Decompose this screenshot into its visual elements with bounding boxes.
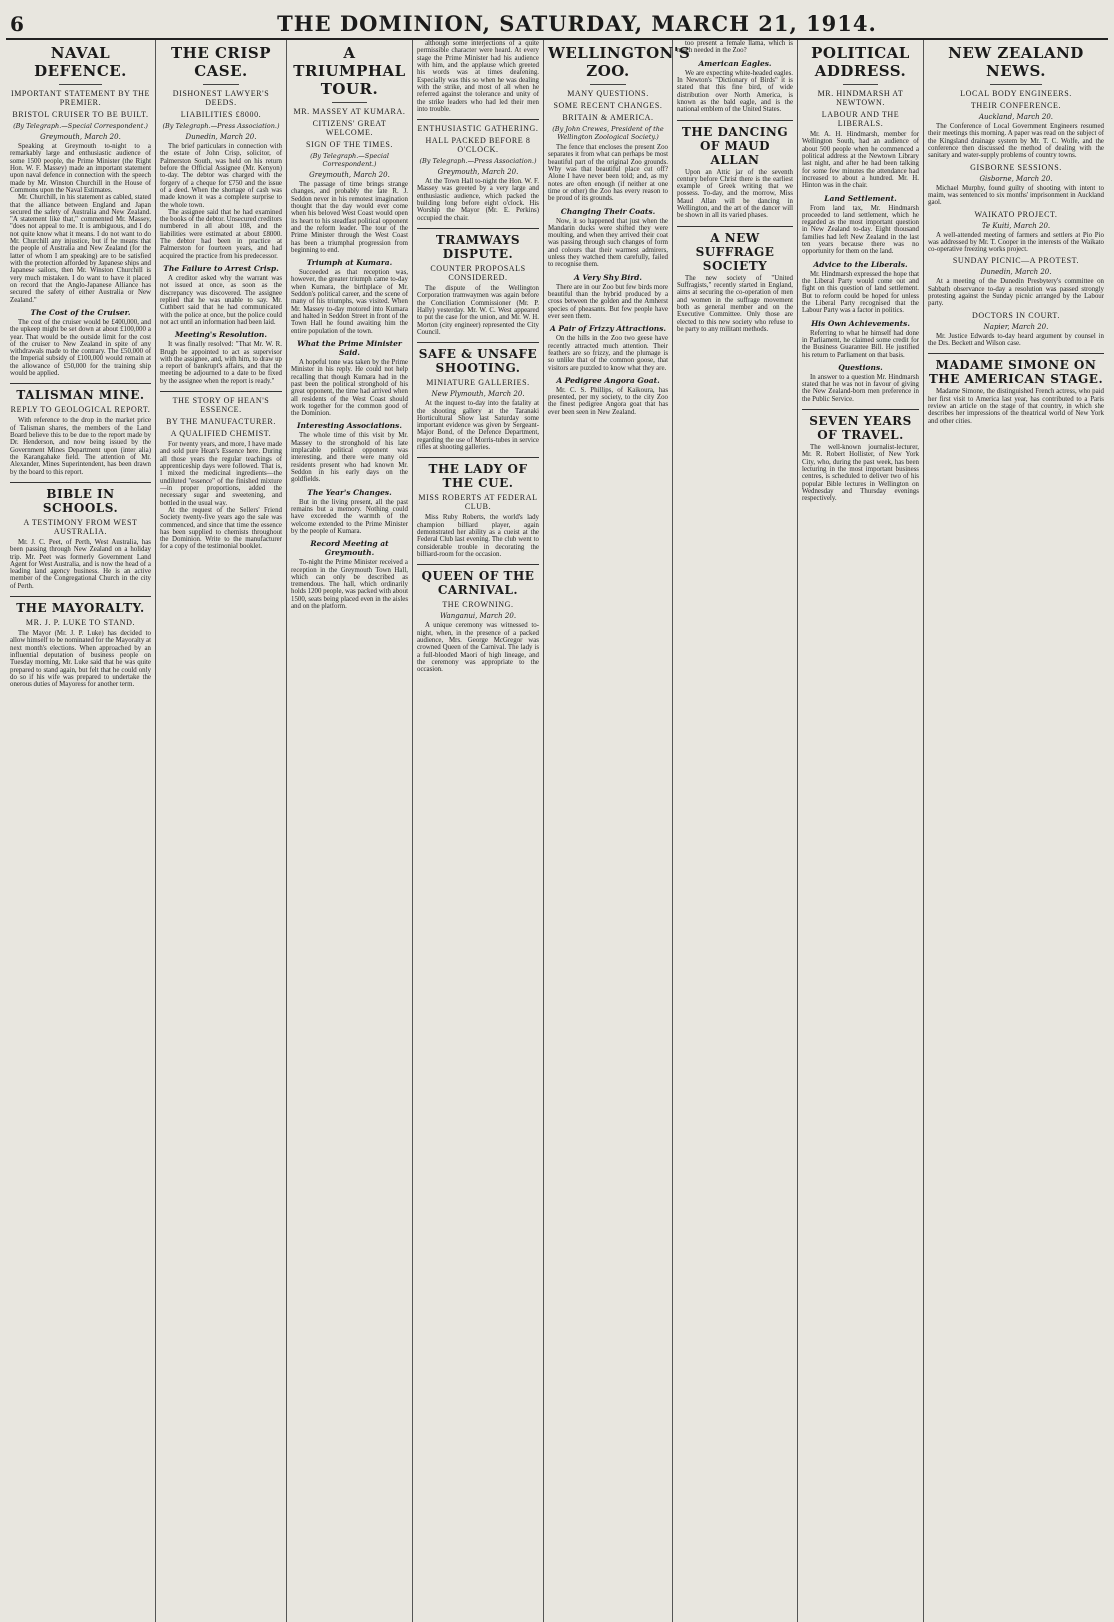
- article-paragraph: The Mayor (Mr. J. P. Luke) has decided to allow himself to be nominated for the Mayoralty at next month's elections. When approached by an influential deputation of business people on Tuesday morning, Mr. Luke said that he was quite prepared to stand again, but felt that he could only do so if his wife was prepared to undertake the onerous duties of Mayoress for another term.: [10, 630, 151, 689]
- divider: [590, 84, 626, 85]
- article-paragraph: The passage of time brings strange changes, and probably the late R. J. Seddon never in his remotest imagination thought that the day would ever come when his beloved West Coast would open its heart to his steadfast political opponent and the reform leader. The tour of the Prime Minister through the West Coast has been a triumphal progression from beginning to end.: [291, 181, 408, 254]
- divider: [332, 102, 367, 103]
- dateline: Greymouth, March 20.: [40, 133, 121, 141]
- subhead: DOCTORS IN COURT.: [972, 310, 1060, 320]
- dateline: New Plymouth, March 20.: [431, 390, 525, 399]
- article-paragraph: Madame Simone, the distinguished French actress, who paid her first visit to America last year, has contributed to a Paris review an article on the stage of that country, in which she describes her impressions of the theatrical world of New York and other cities.: [928, 388, 1104, 425]
- subhead: A TESTIMONY FROM WEST AUSTRALIA.: [23, 517, 138, 536]
- article-paragraph: A hopeful tone was taken by the Prime Minister in his reply. He could not help recalling that though Kumara had in the past been the political stronghold of his great opponent, the time had arrived when all residents of the West Coast should work together for the common good of the Dominion.: [291, 358, 408, 418]
- masthead: [6, 6, 1108, 40]
- newspaper-title: THE DOMINION, SATURDAY, MARCH 21, 1914.: [277, 11, 877, 36]
- headline-maud-allan: THE DANCING OF MAUD ALLAN: [681, 124, 789, 167]
- subhead: HALL PACKED BEFORE 8 O'CLOCK.: [425, 136, 531, 155]
- dateline: Dunedin, March 20.: [185, 133, 257, 141]
- article-paragraph: With reference to the drop in the market price of Talisman shares, the members of the Land Board believe this to be due to the report made by Dr. Henderson, and now being issued by the Government Mines Department upon (inter alia) the Karangahake field. The attention of Mr. Alexander, Mines Superintendent, has been drawn by the board to this report.: [10, 417, 151, 476]
- subhead: CITIZENS' GREAT WELCOME.: [312, 119, 387, 137]
- headline-triumphal-tour: A TRIUMPHAL TOUR.: [293, 44, 406, 98]
- dateline: Greymouth, March 20.: [309, 171, 390, 179]
- subhead: THE STORY OF HEAN'S ESSENCE.: [172, 396, 270, 415]
- subhead: MR. HINDMARSH AT NEWTOWN.: [817, 89, 904, 107]
- section-caption: Record Meeting at Greymouth.: [310, 539, 389, 558]
- article-paragraph: At the request of the Sellers' Friend Society twenty-five years ago the sale was commenced, and since that time the essence has been supplied to chemists throughout the Dominion. Write to the manufacturer for a copy of the testimonial booklet.: [160, 506, 282, 551]
- article-paragraph: The well-known journalist-lecturer, Mr. R. Robert Hollister, of New York City, who, during the past week, has been lecturing in the most important business centres, is scheduled to deliver two of his popular Bible lectures in Wellington on Wednesday and Thursday evenings respectively.: [802, 444, 919, 503]
- article-paragraph: The new society of "United Suffragists," recently started in England, aims at securing the co-operation of men and women in the suffrage movement both as general member and on the Executive Committee. Only those are elected to this new society who refuse to be party to any militant methods.: [677, 274, 793, 333]
- article-divider: [802, 409, 919, 410]
- byline: (By John Crewes, President of the Wellington Zoological Society.): [552, 125, 664, 141]
- subhead: GISBORNE SESSIONS.: [970, 162, 1062, 172]
- divider: [59, 84, 101, 85]
- section-caption: Meeting's Resolution.: [175, 330, 267, 340]
- article-paragraph: At a meeting of the Dunedin Presbytery's committee on Sabbath observance to-day a resolution was passed strongly protesting against the Sunday picnic arranged by the Labour party.: [928, 278, 1104, 308]
- article-divider: [417, 342, 539, 343]
- article-paragraph: Mr. A. H. Hindmarsh, member for Wellington South, had an audience of about 500 people when he commenced a political address at the Newtown Library last night, and after he had been talking for some few minutes the attendance had increased to about a hundred. Mr. H. Hinton was in the chair.: [802, 131, 919, 190]
- subhead: THE CROWNING.: [442, 600, 514, 610]
- article-paragraph: A well-attended meeting of farmers and settlers at Pio Pio was addressed by Mr. T. Cooper in the interests of the Waikato co-operative freezing works project.: [928, 231, 1104, 254]
- article-divider: [417, 119, 539, 120]
- article-paragraph: Michael Murphy, found guilty of shooting with intent to maim, was sentenced to six months' imprisonment in Auckland gaol.: [928, 184, 1104, 207]
- article-paragraph: The brief particulars in connection with the estate of John Crisp, solicitor, of Palmerston South, was held on his return before the Official Assignee (Mr. Kenyon) to-day. The debtor was charged with the forgery of a cheque for £750 and the issue of a deed. When the shortage of cash was made known it was a complete surprise to the whole town.: [160, 143, 282, 209]
- article-paragraph: Mr. C. S. Phillips, of Kaikoura, has presented, per my society, to the city Zoo the finest pedigree Angora goat that has ever been seen in New Zealand.: [548, 386, 668, 416]
- article-paragraph: The cost of the cruiser would be £400,000, and the upkeep might be set down at about £100,000 a year. That would be the outside limit for the cost of the cruiser to New Zealand in spite of any withdrawals made to the contrary. The £50,000 of the Imperial subsidy of £100,000 would remain at the allowance of £50,000 for the training ship would be applied.: [10, 318, 151, 378]
- article-paragraph: To-night the Prime Minister received a reception in the Greymouth Town Hall, which can only be described as tremendous. The hall, which ordinarily holds 1200 people, was packed with about 1500, seats being placed even in the aisles and on the platform.: [291, 559, 408, 611]
- column-triumphal-tour: [287, 40, 413, 1622]
- article-paragraph: On the hills in the Zoo two geese have recently attracted much attention. Their feathers are so frizzy, and the plumage is so unlike that of the common goose, that visitors are puzzled to know what they are.: [548, 335, 668, 372]
- headline-naval-defence: NAVAL DEFENCE.: [34, 44, 127, 80]
- divider: [843, 84, 878, 85]
- article-divider: [160, 391, 282, 392]
- subhead: LOCAL BODY ENGINEERS.: [960, 89, 1072, 98]
- subhead: COUNTER PROPOSALS CONSIDERED.: [430, 264, 526, 282]
- divider: [990, 84, 1043, 85]
- subhead: MR. J. P. LUKE TO STAND.: [25, 618, 136, 628]
- subhead: A QUALIFIED CHEMIST.: [170, 429, 272, 439]
- byline: (By Telegraph.—Special Correspondent.): [13, 122, 148, 130]
- article-paragraph: We are expecting white-headed eagles. In Newton's "Dictionary of Birds" it is stated that this fine bird, of wide distribution over North America, is known as the bald eagle, and is the national emblem of the United States.: [677, 69, 793, 114]
- section-caption: Questions.: [838, 362, 883, 372]
- subhead: ENTHUSIASTIC GATHERING.: [417, 124, 539, 134]
- section-caption: A Pedigree Angora Goat.: [556, 375, 660, 385]
- dateline: Te Kuiti, March 20.: [981, 221, 1051, 230]
- headline-political-address: POLITICAL ADDRESS.: [811, 44, 910, 80]
- article-paragraph: Miss Ruby Roberts, the world's lady champion billiard player, again demonstrated her ability as a cueist at the Federal Club last evening. The club went to considerable trouble in decorating the billiard-room for the occasion.: [417, 514, 539, 558]
- article-paragraph: There are in our Zoo but few birds more beautiful than the hybrid produced by a cross between the golden and the Amherst species of pheasants. But few people have ever seen them.: [548, 283, 668, 320]
- article-paragraph: It was finally resolved: "That Mr. W. R. Brugh be appointed to act as supervisor with the assignee, and, with him, to draw up a report of bankrupt's affairs, and that the meeting be adjourned to a date to be fixed by the assignee when the report is ready.": [160, 341, 282, 385]
- article-divider: [10, 383, 151, 384]
- section-caption: His Own Achievements.: [811, 318, 910, 328]
- article-divider: [417, 457, 539, 458]
- column-tour-continued: [413, 40, 544, 1622]
- article-paragraph: A creditor asked why the warrant was not issued at once, as soon as the discrepancy was discovered. The assignee replied that he was unable to say. Mr. Cuthbert said that he had communicated with the police at once, but the police could not act until an information had been laid.: [160, 275, 282, 326]
- subhead: LABOUR AND THE LIBERALS.: [821, 110, 900, 128]
- article-paragraph: too present a female llama, which is much needed in the Zoo?: [677, 40, 793, 55]
- section-caption: Interesting Associations.: [297, 421, 402, 431]
- article-divider: [677, 226, 793, 227]
- article-divider: [417, 564, 539, 565]
- article-paragraph: In answer to a question Mr. Hindmarsh stated that he was not in favour of giving the New Zealand-born men preference in the Public Service.: [802, 373, 919, 403]
- article-paragraph: From land tax, Mr. Hindmarsh proceeded to land settlement, which he regarded as the most important question in New Zealand to-day. Eight thousand families had left New Zealand in the last ten years because there was no opportunity for them on the land.: [802, 204, 919, 256]
- subhead: MISS ROBERTS AT FEDERAL CLUB.: [418, 493, 538, 512]
- article-divider: [417, 228, 539, 229]
- subhead: WAIKATO PROJECT.: [974, 209, 1058, 219]
- headline-crisp-case: THE CRISP CASE.: [170, 44, 272, 80]
- headline-suffrage-society: A NEW SUFFRAGE SOCIETY: [695, 230, 775, 273]
- section-caption: The Cost of the Cruiser.: [30, 307, 131, 317]
- column-wellington-zoo: [544, 40, 691, 1622]
- section-caption: The Failure to Arrest Crisp.: [163, 264, 279, 273]
- headline-new-zealand-news: NEW ZEALAND NEWS.: [948, 44, 1084, 80]
- section-caption: A Pair of Frizzy Attractions.: [549, 324, 667, 334]
- headline-bible-in-schools: BIBLE IN SCHOOLS.: [42, 486, 119, 515]
- dateline: Napier, March 20.: [983, 322, 1049, 331]
- headline-talisman-mine: TALISMAN MINE.: [16, 388, 145, 403]
- section-caption: Changing Their Coats.: [560, 206, 656, 216]
- divider: [203, 84, 240, 85]
- article-divider: [677, 120, 793, 121]
- column-zoo-continued: [673, 40, 798, 1622]
- subhead: IMPORTANT STATEMENT BY THE PREMIER.: [10, 89, 151, 107]
- section-caption: Advice to the Liberals.: [813, 259, 908, 269]
- headline-queen-of-carnival: QUEEN OF THE CARNIVAL.: [421, 569, 535, 598]
- article-divider: [10, 596, 151, 597]
- subhead: MR. MASSEY AT KUMARA.: [293, 107, 406, 116]
- headline-tramways-dispute: TRAMWAYS DISPUTE.: [435, 233, 521, 261]
- byline: (By Telegraph.—Special Correspondent.): [310, 152, 389, 168]
- headline-lady-of-the-cue: THE LADY OF THE CUE.: [428, 462, 528, 491]
- article-divider: [928, 353, 1104, 354]
- headline-wellington-zoo: WELLINGTON'S ZOO.: [548, 44, 691, 80]
- article-paragraph: Mr. Hindmarsh expressed the hope that the Liberal Party would come out and fight on this question of land settlement. But to reform could be hoped for unless the Liberal Party recognised that the Labour Party was a factor in politics.: [802, 270, 919, 315]
- article-paragraph: Referring to what he himself had done in Parliament, he claimed some credit for the Business Guarantee Bill. He justified his return to Parliament on that basis.: [802, 329, 919, 359]
- article-paragraph: At the Town Hall to-night the Hon. W. F. Massey was greeted by a very large and enthusiastic audience, which packed the building long before eight o'clock. His Worship the Mayor (Mr. E. Perkins) occupied the chair.: [417, 178, 539, 222]
- headline-seven-years-travel: SEVEN YEARS OF TRAVEL.: [809, 414, 912, 443]
- section-caption: A Very Shy Bird.: [573, 272, 643, 282]
- dateline: Auckland, March 20.: [978, 113, 1054, 121]
- dateline: Gisborne, March 20.: [979, 174, 1053, 183]
- headline-mayoralty: THE MAYORALTY.: [16, 601, 145, 616]
- article-paragraph: A unique ceremony was witnessed to-night, when, in the presence of a packed audience, Mrs. George McGregor was crowned Queen of the Carnival. The lady is a full-blooded Maori of high lineage, and the ceremony was appropriate to the occasion.: [417, 622, 539, 674]
- article-paragraph: The assignee said that he had examined the books of the debtor. Unsecured creditors numbered in all about 108, and the liabilities were estimated at about £8000. The debtor had been in practice at Palmerston for fourteen years, and had acquired the practice from his predecessor.: [160, 208, 282, 260]
- section-caption: What the Prime Minister Said.: [297, 338, 402, 357]
- headline-shooting: SAFE & UNSAFE SHOOTING.: [418, 347, 538, 376]
- article-paragraph: The dispute of the Wellington Corporation tramwaymen was again before the Conciliation Commissioner (Mr. P. Hally) yesterday. Mr. W. C. West appeared to put the case for the union, and Mr. W. H. Morton (city engineer) represented the City Council.: [417, 285, 539, 336]
- subhead: SOME RECENT CHANGES.: [553, 101, 663, 110]
- article-paragraph: The Conference of Local Government Engineers resumed their meetings this morning. A paper was read on the subject of the Kingsland drainage system by Mr. T. C. Wolfe, and the conference then discussed the method of dealing with the sanitary and water-supply problems of country towns.: [928, 123, 1104, 160]
- article-paragraph: For twenty years, and more, I have made and sold pure Hean's Essence here. During all those years the regular teachings of apprenticeship days were followed. That is, I mixed the medicinal ingredients—the undiluted "essence" of the finished mixture—in proper proportions, added the necessary sugar and sweetening, and bottled in the usual way.: [160, 441, 282, 507]
- byline: (By Telegraph.—Press Association.): [419, 157, 537, 166]
- article-paragraph: although some interjections of a quite permissible character were heard. At every stage the Prime Minister had his audience with him, and the applause which greeted his words was at times deafening. Especially was this so when he was dealing with the strike, and most of all when he referred against the tolerance and unity of the strike leaders who had led their men into trouble.: [417, 40, 539, 113]
- subhead: MINIATURE GALLERIES.: [426, 378, 530, 388]
- byline: (By Telegraph.—Press Association.): [162, 122, 280, 130]
- section-caption: Land Settlement.: [824, 193, 897, 203]
- section-caption: Triumph at Kumara.: [306, 258, 393, 268]
- article-paragraph: Upon an Attic jar of the seventh century before Christ there is the earliest example of Greek writing that we possess. To-day, and the morrow, Miss Maud Allan will be dancing in Wellington, and the art of the dancer will be shown in all its varied phases.: [677, 168, 793, 220]
- article-paragraph: Succeeded as that reception was, however, the greater triumph came to-day when Kumara, the birthplace of Mr. Seddon's political career, and the scene of many of his triumphs, was visited. When Mr. Massey to-day motored into Kumara and halted in Seddon Street in front of the Town Hall he found awaiting him the entire population of the town.: [291, 269, 408, 335]
- subhead: DISHONEST LAWYER'S DEEDS.: [172, 89, 270, 107]
- subhead: MANY QUESTIONS.: [567, 89, 649, 98]
- section-caption: The Year's Changes.: [307, 487, 392, 497]
- subhead: BY THE MANUFACTURER.: [166, 417, 276, 427]
- column-crisp-case: [156, 40, 287, 1622]
- subhead: THEIR CONFERENCE.: [970, 101, 1062, 110]
- article-paragraph: Mr. Churchill, in his statement as cabled, stated that the alliance between England and Japan secured the safety of Australia and New Zealand. "A statement like that," commented Mr. Massey, "does not appeal to me. It is ambiguous, and I do not quite know what it means. I do not want to do Mr. Churchill any injustice, but if he means that the people of Australia and New Zealand (for the latter of whom I am speaking) are to be satisfied with the protection afforded by Japanese ships and Japanese sailors, then Mr. Winston Churchill is very much mistaken. I do want to have it placed on record that the Anglo-Japanese Alliance has secured the safety of either Australia or New Zealand.": [10, 194, 151, 304]
- article-paragraph: At the inquest to-day into the fatality at the shooting gallery at the Taranaki Horticultural Show last Saturday some important evidence was given by Sergeant-Major Bond, of the Defence Department, regarding the use of Morris-tubes in service rifles at shooting galleries.: [417, 400, 539, 452]
- dateline: Wanganui, March 20.: [439, 612, 517, 621]
- subhead: SIGN OF THE TIMES.: [306, 140, 393, 149]
- subhead: SUNDAY PICNIC—A PROTEST.: [952, 256, 1080, 266]
- article-paragraph: The whole time of this visit by Mr. Massey to the stronghold of his late implacable political opponent was interesting, and there were many old residents present who had known Mr. Seddon in his early days on the goldfields.: [291, 432, 408, 484]
- headline-madame-simone: MADAME SIMONE ON THE AMERICAN STAGE.: [928, 358, 1104, 387]
- article-paragraph: Mr. J. C. Peet, of Perth, West Australia, has been passing through New Zealand on a holiday trip. Mr. Peet was formerly Government Land Agent for West Australia, and is now the head of a leading land agency business. He is an active member of the Congregational Church in the city of Perth.: [10, 538, 151, 590]
- article-paragraph: Now, it so happened that just when the Mandarin ducks were shifted they were moulting, and when they arrived their coat was passing through such changes of form and colours that their warmest admirers, unless they watched them carefully, failed to recognise them.: [548, 217, 668, 269]
- article-divider: [10, 482, 151, 483]
- subhead: REPLY TO GEOLOGICAL REPORT.: [10, 405, 151, 415]
- article-paragraph: The fence that encloses the present Zoo separates it from what can perhaps be most beautiful part of the original Zoo grounds. Why was that beautiful place cut off? Alone I have never been told; and, as my notes are often enough (if neither at one time or other) the Zoo has every reason to be proud of its grounds.: [548, 144, 668, 203]
- article-paragraph: Speaking at Greymouth to-night to a remarkably large and enthusiastic audience of some 1500 people, the Prime Minister (the Right Hon. W. F. Massey) made an important statement upon naval defence in connection with the speech made by Mr. Winston Churchill in the House of Commons upon the Naval Estimates.: [10, 143, 151, 194]
- column-political-address: [798, 40, 924, 1622]
- subhead: BRISTOL CRUISER TO BE BUILT.: [12, 110, 149, 119]
- article-paragraph: Mr. Justice Edwards to-day heard argument by counsel in the Drs. Beckett and Wilson case.: [928, 332, 1104, 347]
- page-number: 6: [10, 12, 24, 36]
- subhead: LIABILITIES £8000.: [180, 110, 262, 119]
- dateline: Dunedin, March 20.: [980, 268, 1052, 277]
- dateline: Greymouth, March 20.: [437, 168, 519, 177]
- subhead: BRITAIN & AMERICA.: [562, 113, 654, 122]
- article-paragraph: But in the living present, all the past remains but a memory. Nothing could have exceeded the warmth of the welcome extended to the Prime Minister by the people of Kumara.: [291, 498, 408, 535]
- section-caption: American Eagles.: [698, 58, 772, 68]
- columns: [6, 40, 1108, 1622]
- column-new-zealand-news: [924, 40, 1108, 1622]
- column-naval-defence: [6, 40, 156, 1622]
